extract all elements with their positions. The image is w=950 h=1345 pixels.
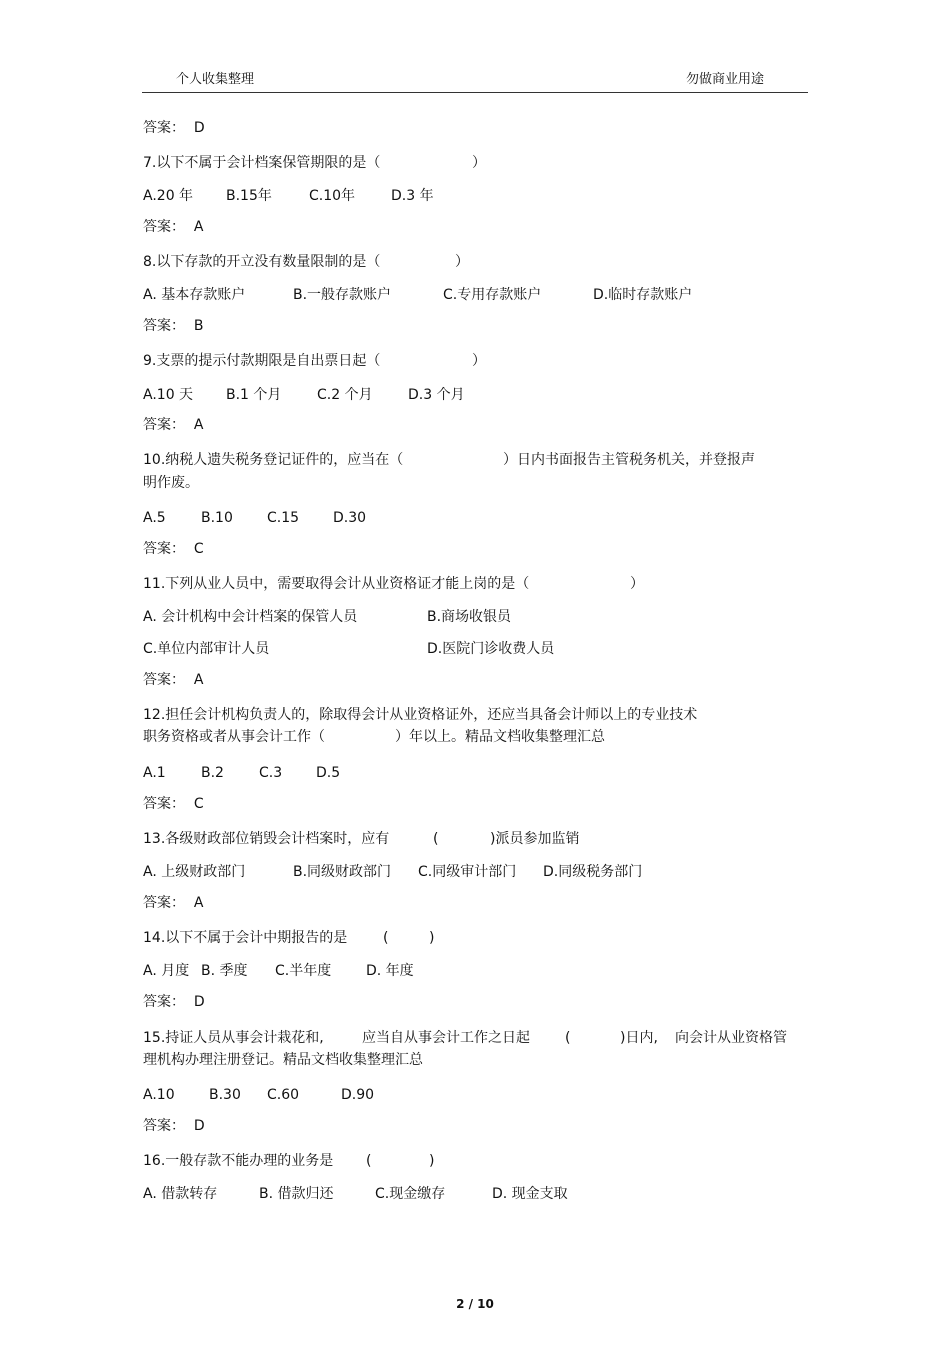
- option: A.1: [143, 765, 166, 781]
- answer-line: 答案： D: [143, 994, 205, 1010]
- question-13-close: )派员参加监销: [490, 831, 580, 847]
- page-header: [142, 62, 808, 93]
- option: B. 借款归还: [259, 1186, 334, 1202]
- answer-line: 答案： D: [143, 120, 205, 136]
- option: B.10: [201, 510, 233, 526]
- question-15-open: (: [565, 1030, 571, 1046]
- option: D. 现金支取: [492, 1186, 568, 1202]
- option: B.1 个月: [226, 387, 282, 403]
- question-9-close: ）: [472, 353, 486, 369]
- answer-line: 答案： A: [143, 219, 204, 235]
- option: C.3: [259, 765, 283, 781]
- answer-line: 答案： A: [143, 672, 204, 688]
- question-13: 13.各级财政部位销毁会计档案时，应有: [143, 831, 390, 847]
- option: C.半年度: [275, 963, 332, 979]
- question-15-part-c: 向会计从业资格管: [675, 1030, 787, 1046]
- question-14: 14.以下不属于会计中期报告的是: [143, 930, 348, 946]
- option: B.2: [201, 765, 224, 781]
- question-15-line2: 理机构办理注册登记。精品文档收集整理汇总: [143, 1052, 423, 1068]
- answer-line: 答案： C: [143, 796, 204, 812]
- option: D.3 个月: [408, 387, 465, 403]
- answer-line: 答案： A: [143, 417, 204, 433]
- option: A.10 天: [143, 387, 194, 403]
- option: C.2 个月: [317, 387, 373, 403]
- option: A. 月度: [143, 963, 190, 979]
- option: A.10: [143, 1087, 175, 1103]
- option: A.5: [143, 510, 166, 526]
- option: B.15年: [226, 188, 272, 204]
- answer-line: 答案： D: [143, 1118, 205, 1134]
- option: C.专用存款账户: [443, 287, 542, 303]
- question-16-open: (: [366, 1153, 372, 1169]
- question-10-close: ）日内书面报告主管税务机关，并登报声: [503, 452, 755, 468]
- answer-line: 答案： C: [143, 541, 204, 557]
- question-14-open: (: [383, 930, 389, 946]
- option: D.5: [316, 765, 341, 781]
- option: D.医院门诊收费人员: [427, 641, 555, 657]
- question-9: 9.支票的提示付款期限是自出票日起（: [143, 353, 381, 369]
- question-7: 7.以下不属于会计档案保管期限的是（: [143, 155, 381, 171]
- question-15-close: )日内,: [620, 1030, 658, 1046]
- option: D.同级税务部门: [543, 864, 643, 880]
- option: D.90: [341, 1087, 375, 1103]
- question-10-line2: 明作废。: [143, 475, 199, 491]
- option: D. 年度: [366, 963, 414, 979]
- answer-line: 答案： A: [143, 895, 204, 911]
- question-12-close: ）年以上。精品文档收集整理汇总: [395, 729, 605, 745]
- option: A. 借款转存: [143, 1186, 218, 1202]
- option: C.10年: [309, 188, 356, 204]
- question-11-close: ）: [630, 576, 644, 592]
- question-16: 16.一般存款不能办理的业务是: [143, 1153, 334, 1169]
- option: A.20 年: [143, 188, 194, 204]
- question-13-open: (: [433, 831, 439, 847]
- question-15-part-b: 应当自从事会计工作之日起: [362, 1030, 530, 1046]
- option: B.30: [209, 1087, 241, 1103]
- question-8: 8.以下存款的开立没有数量限制的是（: [143, 254, 381, 270]
- question-7-close: ）: [472, 155, 486, 171]
- option: B.一般存款账户: [293, 287, 392, 303]
- option: D.3 年: [391, 188, 434, 204]
- option: C.15: [267, 510, 300, 526]
- option: A. 会计机构中会计档案的保管人员: [143, 609, 358, 625]
- header-left-text: 个人收集整理: [176, 72, 255, 87]
- question-15: 15.持证人员从事会计栽花和,: [143, 1030, 324, 1046]
- option: D.30: [333, 510, 367, 526]
- option: D.临时存款账户: [593, 287, 693, 303]
- question-10: 10.纳税人遗失税务登记证件的，应当在（: [143, 452, 404, 468]
- question-12-line2: 职务资格或者从事会计工作（: [143, 729, 325, 745]
- option: A. 基本存款账户: [143, 287, 246, 303]
- header-right-text: 勿做商业用途: [685, 72, 764, 87]
- option: C.现金缴存: [375, 1186, 446, 1202]
- question-16-close: ): [429, 1153, 435, 1169]
- option: B.商场收银员: [427, 609, 512, 625]
- question-8-close: ）: [455, 254, 469, 270]
- option: C.单位内部审计人员: [143, 641, 270, 657]
- option: A. 上级财政部门: [143, 864, 246, 880]
- option: B.同级财政部门: [293, 864, 392, 880]
- option: B. 季度: [201, 963, 248, 979]
- answer-line: 答案： B: [143, 318, 204, 334]
- option: C.60: [267, 1087, 300, 1103]
- page-number: 2 / 10: [456, 1297, 494, 1311]
- question-12: 12.担任会计机构负责人的，除取得会计从业资格证外，还应当具备会计师以上的专业技术: [143, 707, 698, 723]
- question-11: 11.下列从业人员中，需要取得会计从业资格证才能上岗的是（: [143, 576, 530, 592]
- option: C.同级审计部门: [418, 864, 517, 880]
- question-14-close: ): [429, 930, 435, 946]
